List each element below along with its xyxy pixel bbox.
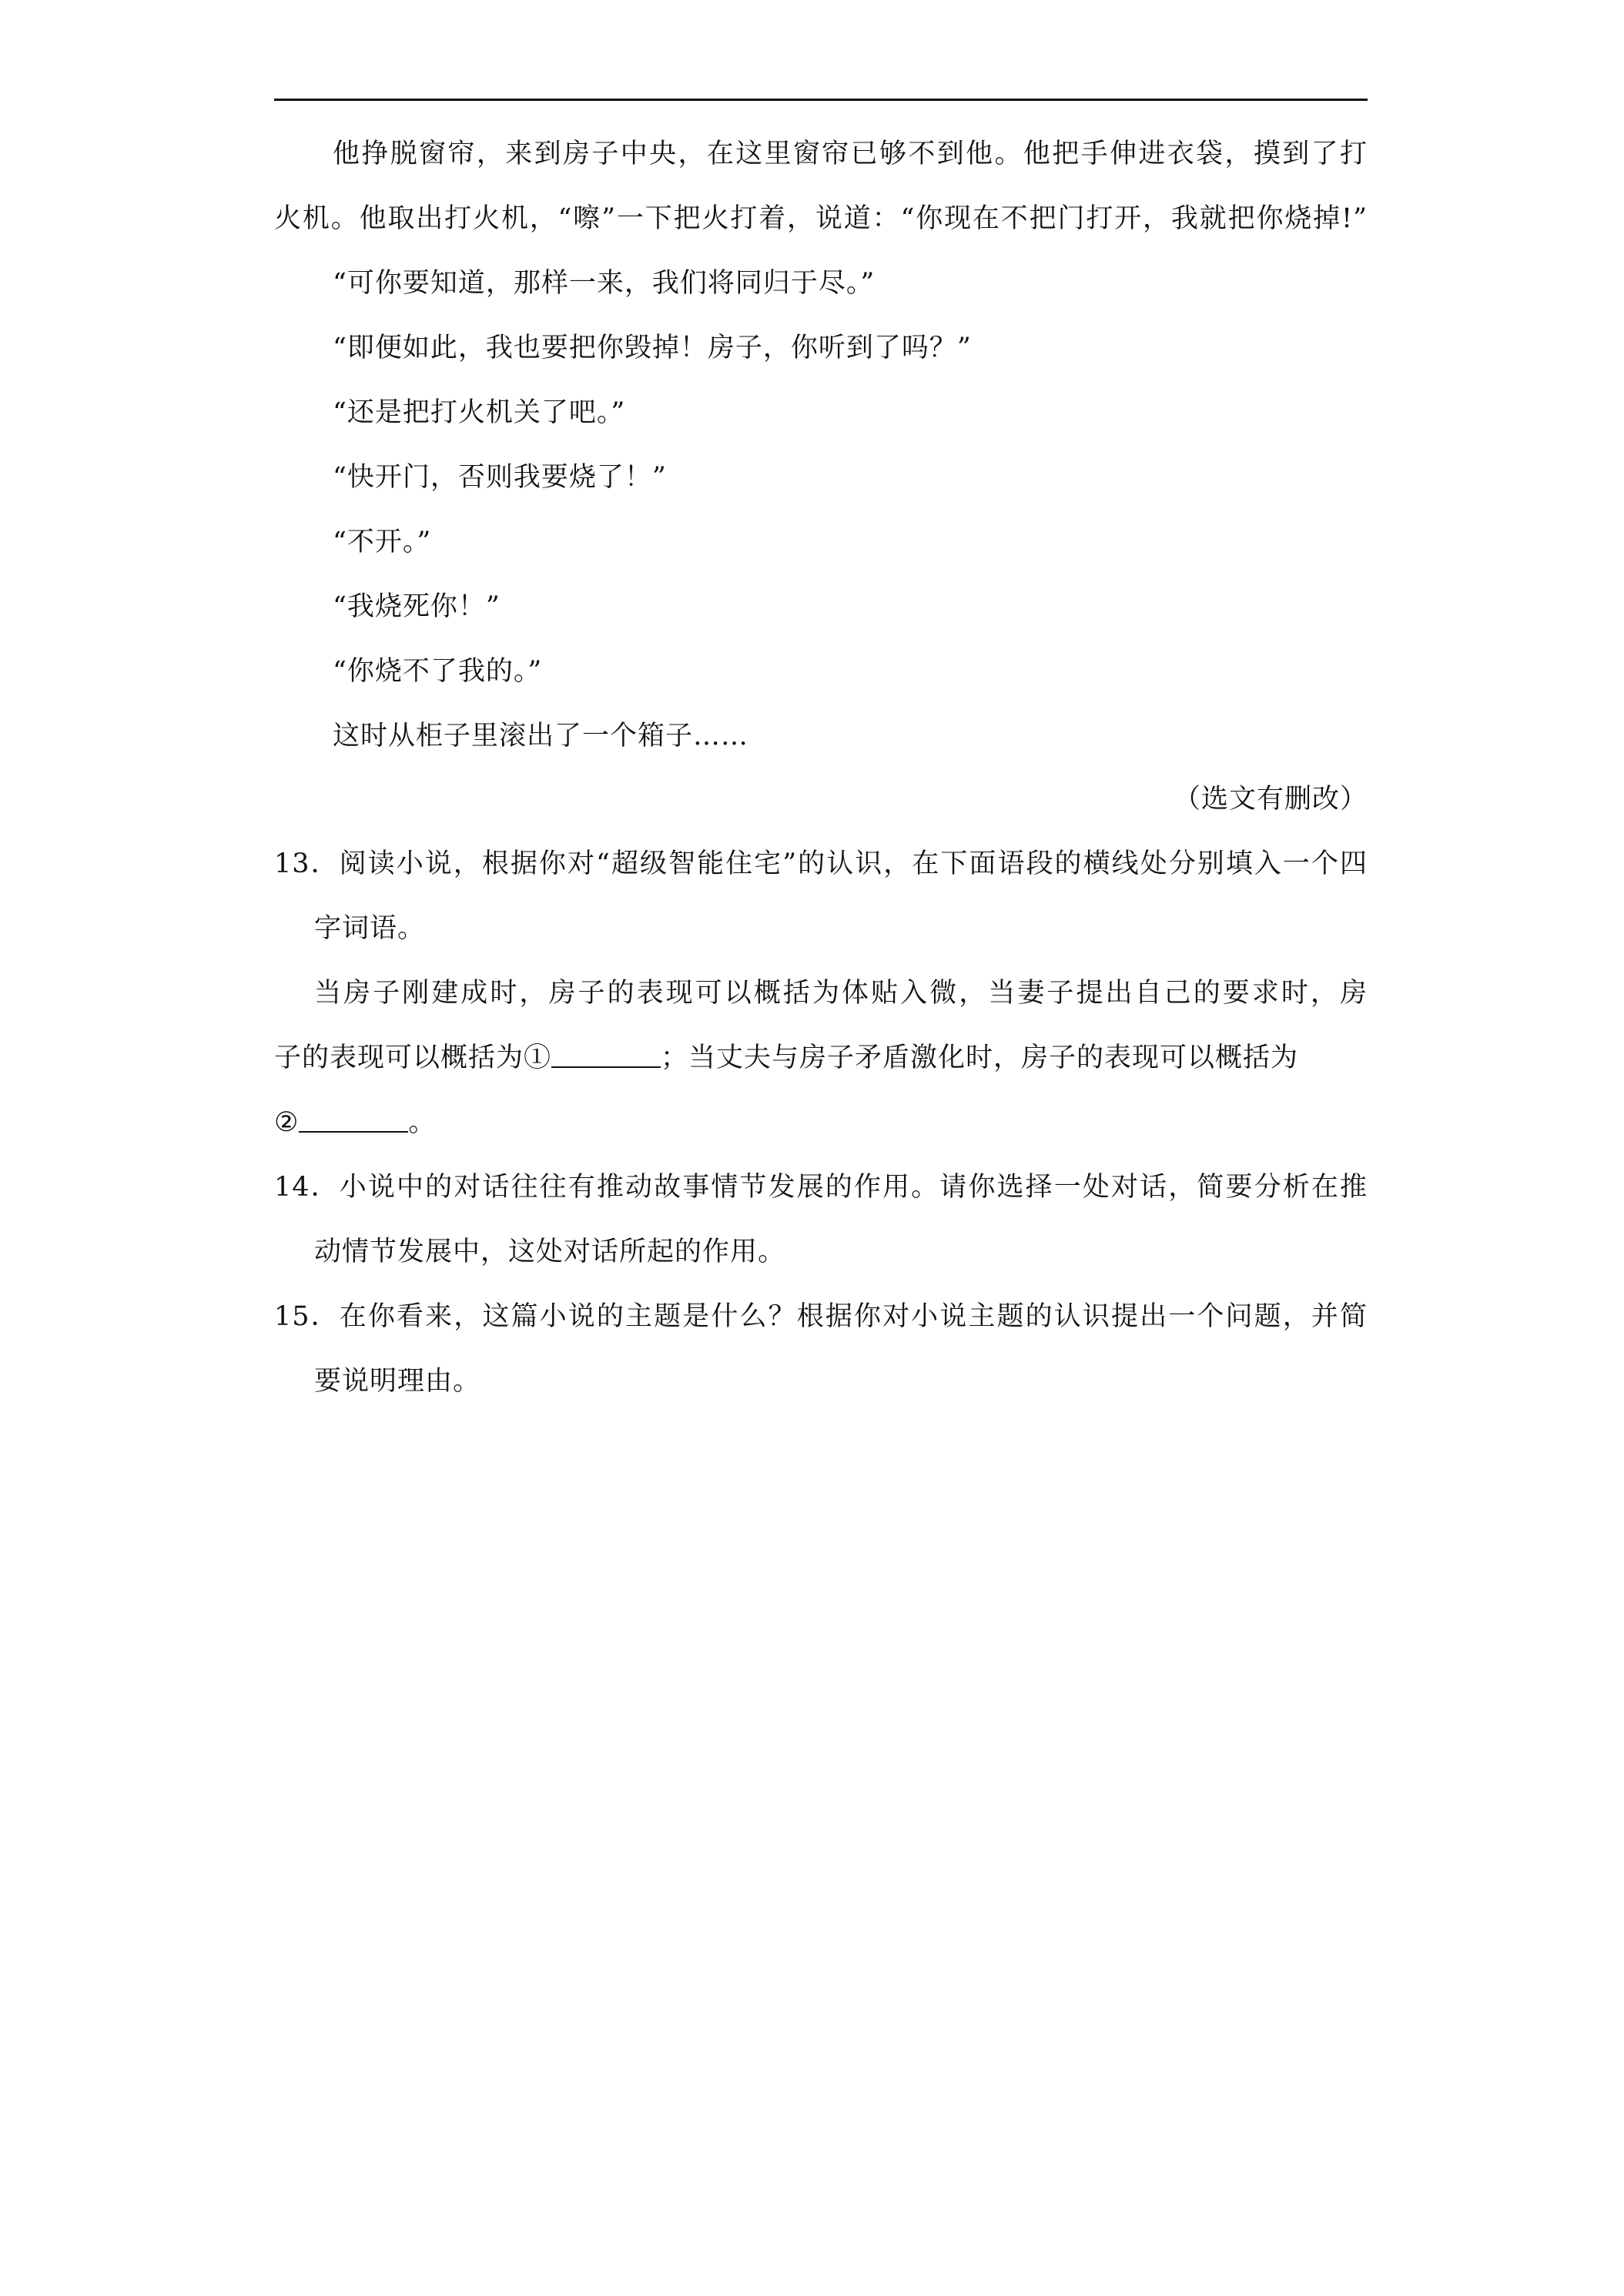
dialogue-line-4: “快开门，否则我要烧了！” — [333, 462, 667, 493]
question-14-line-1: 14．小说中的对话往往有推动故事情节发展的作用。请你选择一处对话，简要分析在推 — [274, 1172, 1368, 1203]
passage-paragraph-line-1: 他挣脱窗帘，来到房子中央，在这里窗帘已够不到他。他把手伸进衣袋，摸到了打 — [333, 139, 1368, 169]
question-14-line-2: 动情节发展中，这处对话所起的作用。 — [314, 1237, 786, 1267]
paragraph-text: ；当丈夫与房子矛盾激化时，房子的表现可以概括为 — [661, 1043, 1299, 1073]
question-13-line-2: 字词语。 — [314, 913, 426, 944]
question-13-paragraph-line-2 — [274, 1041, 1368, 1075]
dialogue-line-2: “即便如此，我也要把你毁掉！房子，你听到了吗？” — [333, 333, 972, 363]
question-15-line-2: 要说明理由。 — [314, 1366, 481, 1397]
question-13-line-1: 13．阅读小说，根据你对“超级智能住宅”的认识，在下面语段的横线处分别填入一个四 — [274, 848, 1368, 879]
passage-paragraph-line-2: 火机。他取出打火机，“嚓”一下把火打着，说道：“你现在不把门打开，我就把你烧掉!” — [274, 203, 1368, 234]
header-rule — [274, 99, 1368, 101]
question-13-paragraph-line-1: 当房子刚建成时，房子的表现可以概括为体贴入微，当妻子提出自己的要求时，房 — [314, 978, 1368, 1009]
paragraph-text: 子的表现可以概括为① — [274, 1043, 552, 1073]
dialogue-line-1: “可你要知道，那样一来，我们将同归于尽。” — [333, 268, 876, 299]
source-note: （选文有删改） — [1173, 784, 1368, 815]
dialogue-line-6: “我烧死你！” — [333, 591, 501, 622]
question-15-line-1: 15．在你看来，这篇小说的主题是什么？根据你对小说主题的认识提出一个问题，并简 — [274, 1301, 1368, 1332]
paragraph-text: ② — [274, 1107, 300, 1138]
dialogue-line-5: “不开。” — [333, 527, 432, 557]
question-13-paragraph-line-3 — [274, 1106, 436, 1140]
answer-blank-1[interactable] — [551, 1043, 661, 1068]
paragraph-text: 。 — [408, 1107, 437, 1138]
dialogue-line-3: “还是把打火机关了吧。” — [333, 397, 626, 428]
answer-blank-2[interactable] — [299, 1108, 408, 1133]
dialogue-line-7: “你烧不了我的。” — [333, 656, 543, 687]
narration-line: 这时从柜子里滚出了一个箱子…… — [333, 721, 749, 751]
